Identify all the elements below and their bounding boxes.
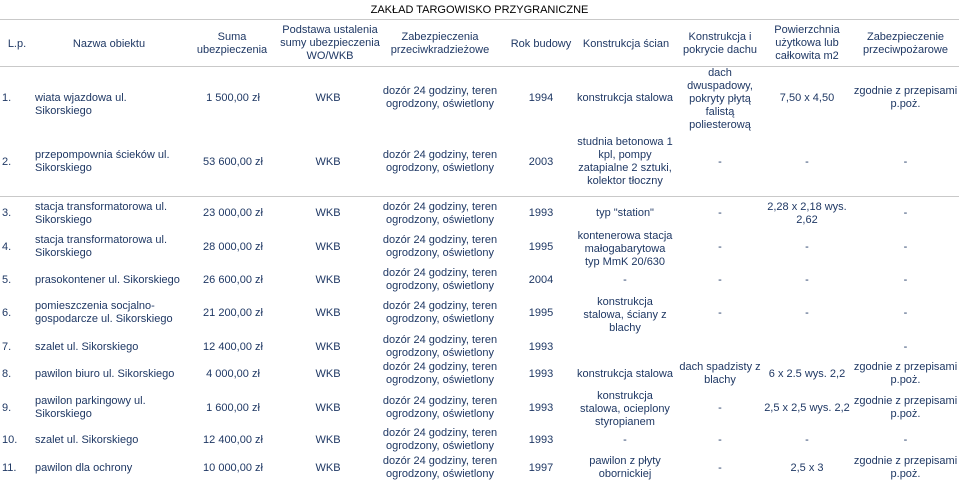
fire-protection: - <box>903 240 908 253</box>
wall-construction: pawilon z płyty obornickiej <box>589 455 661 480</box>
build-year: 2004 <box>528 273 554 286</box>
object-name: wiata wjazdowa ul. Sikorskiego <box>35 91 127 117</box>
fire-protection: - <box>903 306 908 319</box>
object-name: pawilon biuro ul. Sikorskiego <box>35 367 175 380</box>
divider <box>0 196 959 197</box>
wall-construction: - <box>623 273 627 286</box>
divider <box>0 66 959 67</box>
theft-protection: dozór 24 godziny, teren ogrodzony, oświetlony <box>382 149 498 174</box>
build-year: 1994 <box>528 91 554 104</box>
roof-construction: - <box>718 155 722 168</box>
valuation-basis: WKB <box>315 207 341 219</box>
wall-construction: konstrukcja stalowa, ściany z blachy <box>583 296 667 334</box>
build-year: 1993 <box>528 340 554 353</box>
header-theft: Zabezpieczenia przeciwkradzieżowe <box>390 31 490 56</box>
row-number: 1. <box>2 91 12 104</box>
header-name: Nazwa obiektu <box>72 38 146 50</box>
build-year: 1993 <box>528 401 554 414</box>
fire-protection: - <box>903 340 908 353</box>
floor-area: - <box>805 155 809 168</box>
object-name: przepompownia ścieków ul. Sikorskiego <box>35 149 170 174</box>
wall-construction: typ "station" <box>596 207 654 219</box>
header-basis: Podstawa ustalenia sumy ubezpieczenia WO/WKB <box>280 24 380 62</box>
fire-protection: zgodnie z przepisami p.poż. <box>853 395 958 420</box>
build-year: 1997 <box>528 461 554 474</box>
row-number: 4. <box>2 240 12 253</box>
build-year: 1993 <box>528 367 554 380</box>
valuation-basis: WKB <box>315 340 341 353</box>
floor-area: - <box>805 433 809 446</box>
object-name: szalet ul. Sikorskiego <box>35 433 139 446</box>
table-title: ZAKŁAD TARGOWISKO PRZYGRANICZNE <box>370 4 589 16</box>
floor-area: 2,5 x 2,5 wys. 2,2 <box>764 401 850 414</box>
build-year: 1993 <box>528 207 554 219</box>
fire-protection: zgodnie z przepisami p.poż. <box>853 361 958 386</box>
valuation-basis: WKB <box>315 461 341 474</box>
valuation-basis: WKB <box>315 367 341 380</box>
fire-protection: zgodnie z przepisami p.poż. <box>853 85 958 110</box>
roof-construction <box>675 341 765 354</box>
theft-protection: dozór 24 godziny, teren ogrodzony, oświetlony <box>382 200 498 226</box>
build-year: 2003 <box>528 155 554 168</box>
valuation-basis: WKB <box>315 273 341 286</box>
insured-sum: 21 200,00 zł <box>203 306 263 319</box>
roof-construction: - <box>718 207 722 219</box>
insured-sum: 12 400,00 zł <box>203 340 263 353</box>
valuation-basis: WKB <box>315 155 341 168</box>
roof-construction: - <box>718 433 722 446</box>
theft-protection: dozór 24 godziny, teren ogrodzony, oświetlony <box>382 267 498 292</box>
insured-sum: 12 400,00 zł <box>203 433 263 446</box>
roof-construction: - <box>718 273 722 286</box>
row-number: 2. <box>2 155 12 168</box>
floor-area: 2,28 x 2,18 wys. 2,62 <box>767 200 847 226</box>
valuation-basis: WKB <box>315 240 341 253</box>
roof-construction: dach spadzisty z blachy <box>679 361 761 386</box>
theft-protection: dozór 24 godziny, teren ogrodzony, oświetlony <box>382 85 498 110</box>
row-number: 11. <box>2 461 17 474</box>
roof-construction: - <box>718 401 722 414</box>
theft-protection: dozór 24 godziny, teren ogrodzony, oświetlony <box>382 234 498 259</box>
insured-sum: 4 000,00 zł <box>206 367 260 380</box>
object-name: pawilon parkingowy ul. Sikorskiego <box>35 395 146 420</box>
insured-sum: 1 600,00 zł <box>206 401 260 414</box>
floor-area: 7,50 x 4,50 <box>779 91 835 104</box>
object-name: stacja transformatorowa ul. Sikorskiego <box>35 234 168 259</box>
wall-construction: kontenerowa stacja małogabarytowa typ MmK 20/630 <box>577 230 673 268</box>
build-year: 1995 <box>528 240 554 253</box>
fire-protection: - <box>903 433 908 446</box>
insured-sum: 53 600,00 zł <box>203 155 263 168</box>
floor-area: 2,5 x 3 <box>790 461 824 474</box>
header-roof: Konstrukcja i pokrycie dachu <box>683 31 757 56</box>
insured-sum: 1 500,00 zł <box>206 91 260 104</box>
object-name: pomieszczenia socjalno- gospodarcze ul. Sikorskiego <box>35 300 173 325</box>
insured-sum: 10 000,00 zł <box>203 461 263 474</box>
row-number: 10. <box>2 433 18 446</box>
wall-construction: - <box>623 433 627 446</box>
wall-construction: konstrukcja stalowa, ocieplony styropianem <box>580 390 670 428</box>
theft-protection: dozór 24 godziny, teren ogrodzony, oświetlony <box>382 334 498 359</box>
wall-construction: studnia betonowa 1 kpl, pompy zatapialne 2 sztuki, kolektor tłoczny <box>577 136 673 187</box>
roof-construction: - <box>718 306 722 319</box>
object-name: pawilon dla ochrony <box>35 461 133 474</box>
insured-sum: 23 000,00 zł <box>203 207 263 219</box>
theft-protection: dozór 24 godziny, teren ogrodzony, oświetlony <box>382 427 498 452</box>
wall-construction: konstrukcja stalowa <box>577 367 673 380</box>
insured-sum: 26 600,00 zł <box>203 273 263 286</box>
header-walls: Konstrukcja ścian <box>582 38 670 50</box>
object-name: stacja transformatorowa ul. Sikorskiego <box>35 200 168 226</box>
fire-protection: - <box>903 155 908 168</box>
floor-area: - <box>805 240 809 253</box>
object-name: szalet ul. Sikorskiego <box>35 340 139 353</box>
header-sum: Suma ubezpieczenia <box>196 31 268 56</box>
valuation-basis: WKB <box>315 433 341 446</box>
fire-protection: zgodnie z przepisami p.poż. <box>853 455 958 480</box>
row-number: 8. <box>2 367 12 380</box>
valuation-basis: WKB <box>315 306 341 319</box>
row-number: 7. <box>2 340 12 353</box>
floor-area: - <box>805 273 809 286</box>
row-number: 3. <box>2 207 12 219</box>
header-year: Rok budowy <box>510 38 572 50</box>
object-name: prasokontener ul. Sikorskiego <box>35 273 180 286</box>
fire-protection: - <box>903 273 908 286</box>
theft-protection: dozór 24 godziny, teren ogrodzony, oświetlony <box>382 300 498 325</box>
theft-protection: dozór 24 godziny, teren ogrodzony, oświetlony <box>382 455 498 480</box>
divider <box>0 19 959 20</box>
build-year: 1993 <box>528 433 554 446</box>
build-year: 1995 <box>528 306 554 319</box>
roof-construction: - <box>718 461 722 474</box>
valuation-basis: WKB <box>315 91 341 104</box>
insured-sum: 28 000,00 zł <box>203 240 263 253</box>
header-fire: Zabezpieczenie przeciwpożarowe <box>863 31 948 56</box>
wall-construction <box>574 341 676 354</box>
header-area: Powierzchnia użytkowa lub całkowita m2 <box>774 24 840 62</box>
theft-protection: dozór 24 godziny, teren ogrodzony, oświetlony <box>382 395 498 420</box>
wall-construction: konstrukcja stalowa <box>577 91 673 104</box>
floor-area: - <box>805 306 809 319</box>
valuation-basis: WKB <box>315 401 341 414</box>
header-lp: L.p. <box>7 38 27 50</box>
roof-construction: dach dwuspadowy, pokryty płytą falistą poliesterową <box>687 67 753 131</box>
fire-protection: - <box>903 207 908 219</box>
floor-area: 6 x 2.5 wys. 2,2 <box>768 367 846 380</box>
theft-protection: dozór 24 godziny, teren ogrodzony, oświetlony <box>382 361 498 386</box>
roof-construction: - <box>718 240 722 253</box>
floor-area <box>762 341 852 354</box>
row-number: 6. <box>2 306 12 319</box>
row-number: 9. <box>2 401 12 414</box>
row-number: 5. <box>2 273 12 286</box>
